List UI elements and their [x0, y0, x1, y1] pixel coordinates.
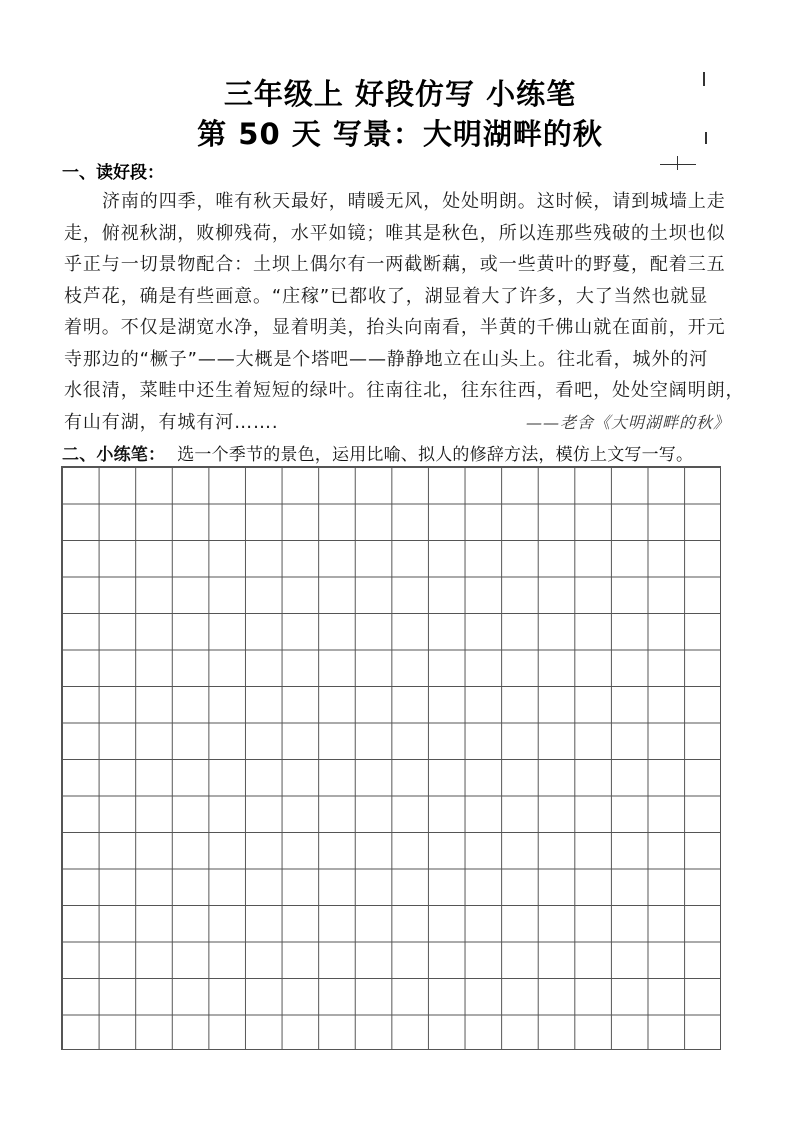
- scan-mark: [677, 156, 678, 170]
- worksheet-title: 三年级上 好段仿写 小练笔: [223, 77, 577, 111]
- scan-mark: [705, 132, 707, 144]
- passage-line: 走，俯视秋湖，败柳残荷，水平如镜；唯其是秋色，所以连那些残破的土坝也似: [64, 222, 726, 244]
- scan-mark: [703, 72, 705, 86]
- passage-line: 水很清，菜畦中还生着短短的绿叶。往南往北，往东往西，看吧，处处空阔明朗，: [64, 380, 745, 401]
- writing-task: [62, 440, 693, 465]
- writing-grid[interactable]: [61, 466, 721, 1050]
- passage-line: 乎正与一切景物配合：土坝上偶尔有一两截断藕，或一些黄叶的野蔓，配着三五: [64, 254, 726, 275]
- writing-instruction: 选一个季节的景色，运用比喻、拟人的修辞方法，模仿上文写一写。: [177, 445, 694, 465]
- scan-mark: [660, 164, 696, 165]
- passage-line: 寺那边的“橛子”——大概是个塔吧——静静地立在山头上。往北看，城外的河: [64, 348, 709, 370]
- worksheet-subtitle: 第 50 天 写景：大明湖畔的秋: [197, 117, 603, 151]
- passage-line: 枝芦花，确是有些画意。“庄稼”已都收了，湖显着大了许多，大了当然也就显: [64, 285, 709, 307]
- section-heading-write: 二、小练笔：: [62, 445, 166, 465]
- passage-line: 济南的四季，唯有秋天最好，晴暖无风，处处明朗。这时候，请到城墙上走: [102, 191, 726, 212]
- section-heading-read: 一、读好段：: [62, 163, 164, 183]
- reading-passage: [64, 186, 745, 438]
- passage-line: 有山有湖，有城有河…….: [64, 411, 279, 433]
- passage-attribution: ——老舍《大明湖畔的秋》: [525, 413, 730, 432]
- passage-line: 着明。不仅是湖宽水净，显着明美，抬头向南看，半黄的千佛山就在面前，开元: [64, 317, 726, 338]
